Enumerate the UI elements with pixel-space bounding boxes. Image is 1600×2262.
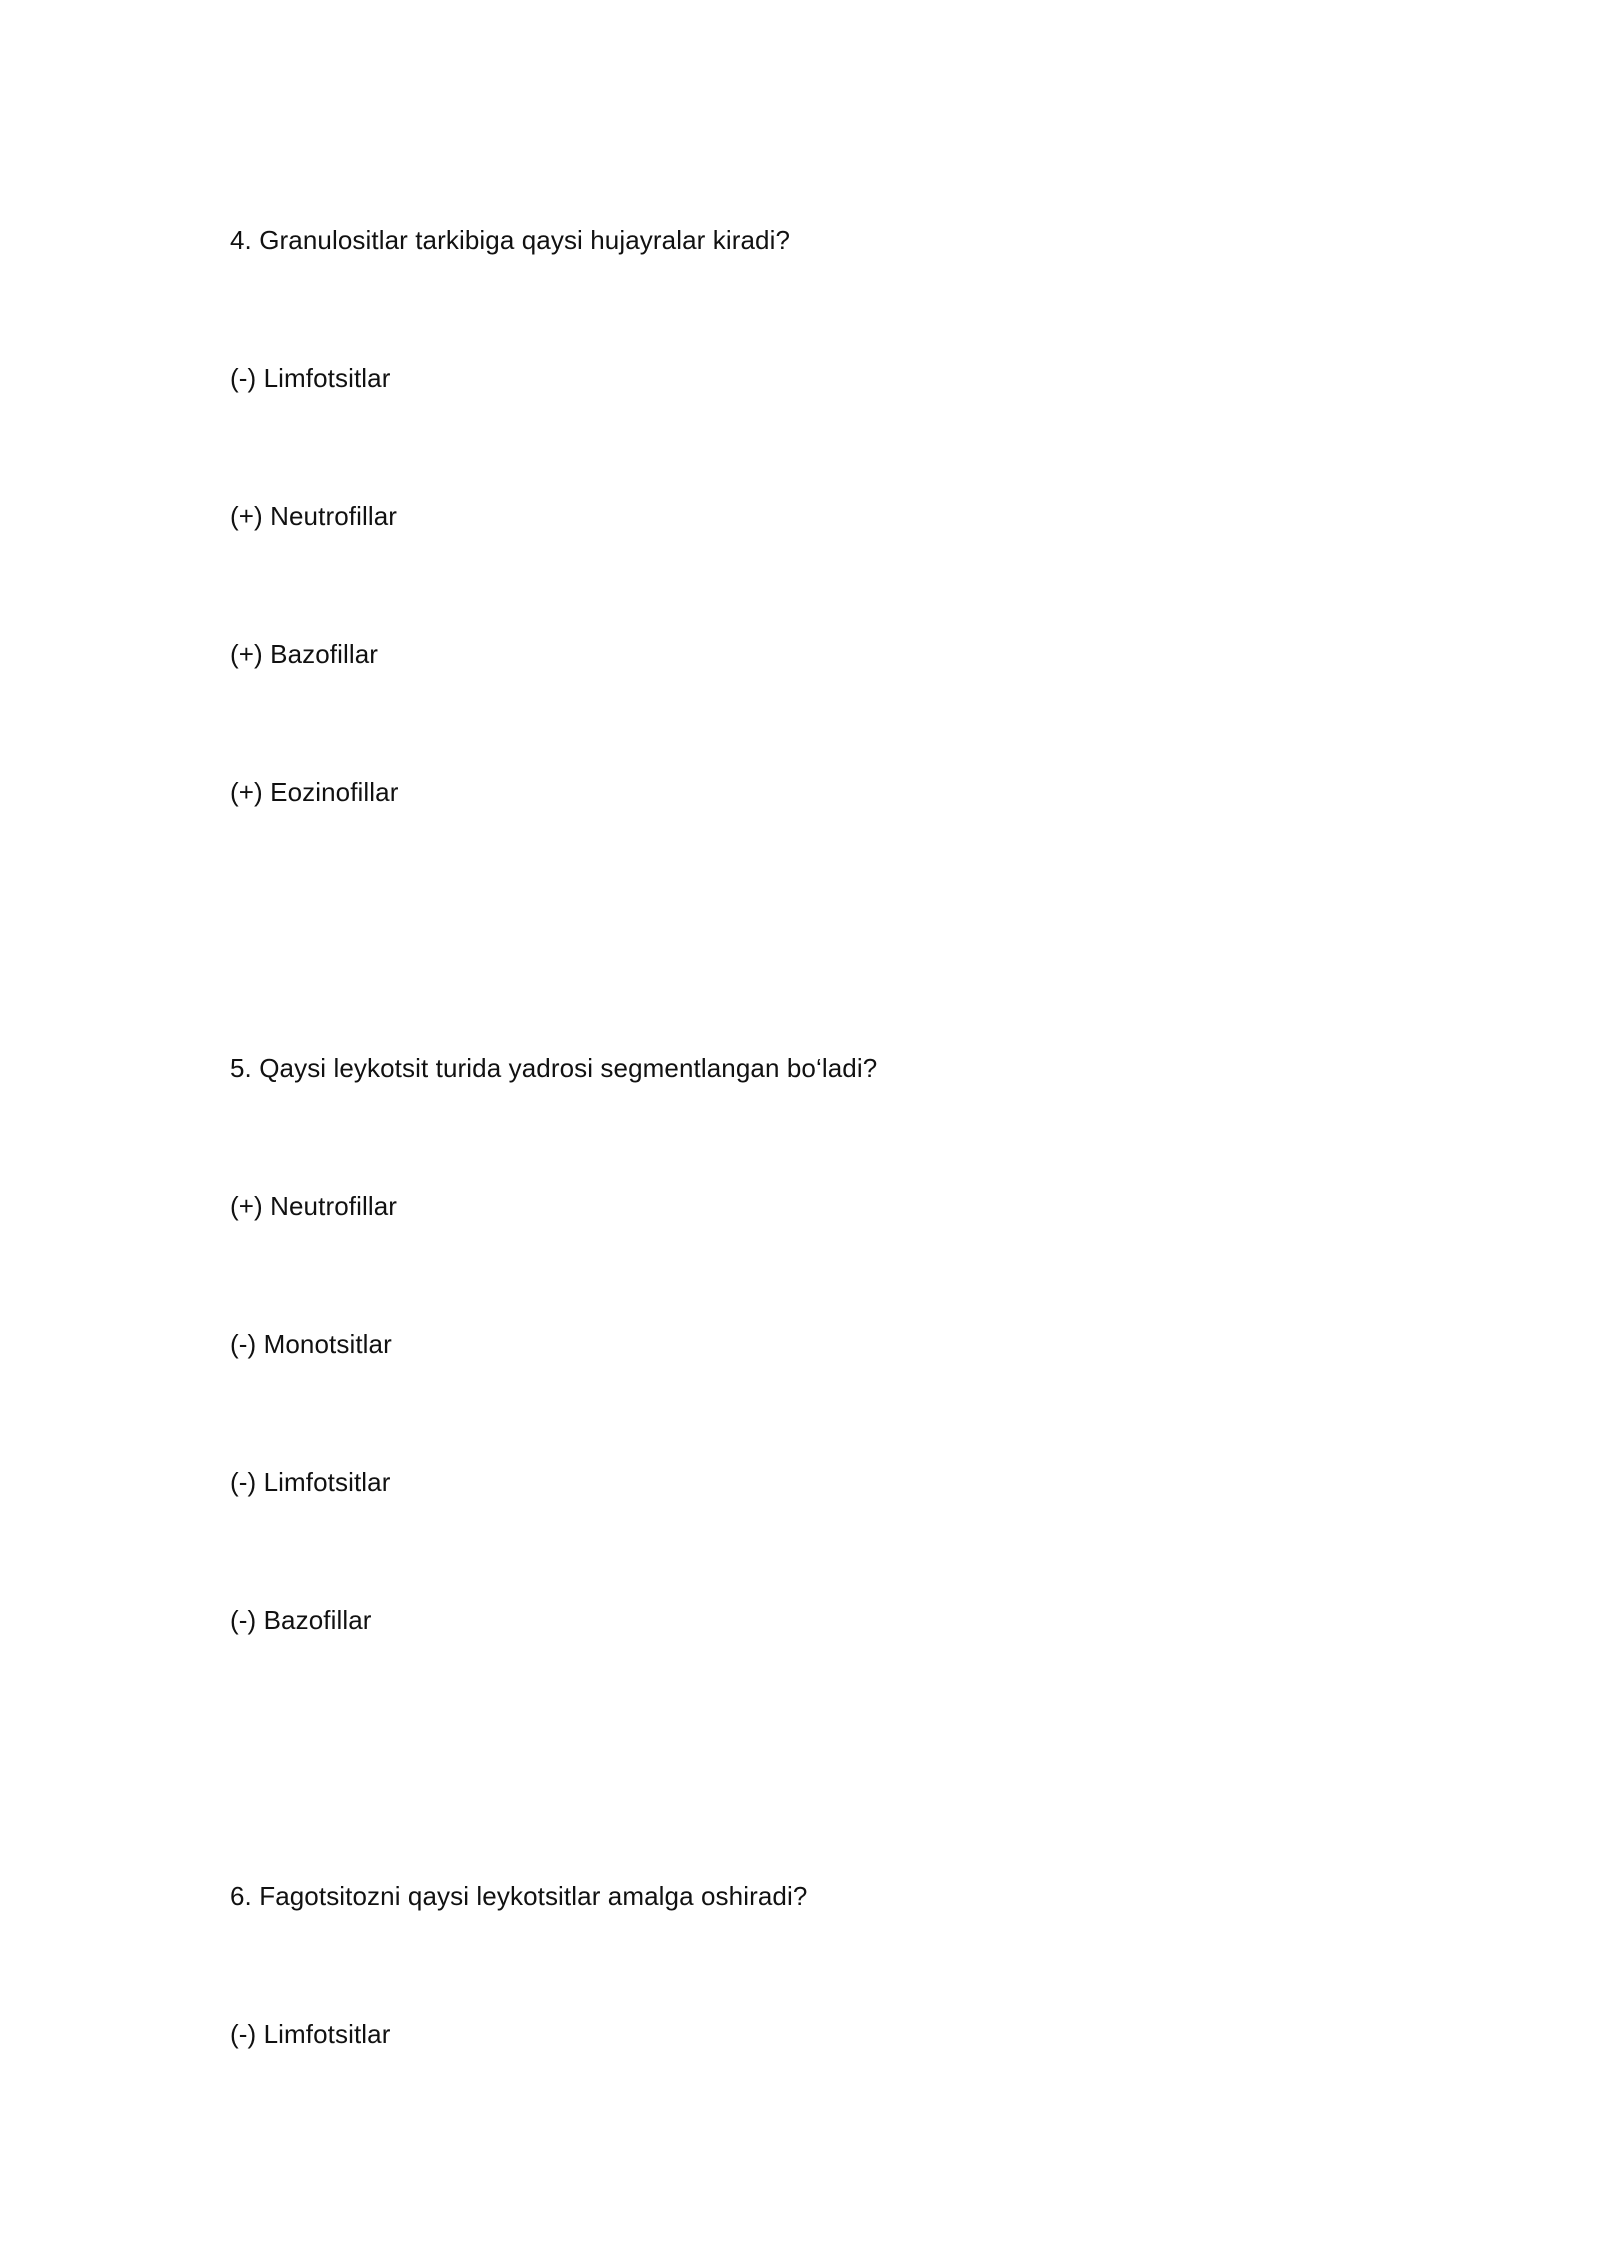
question-4-option-1: (-) Limfotsitlar <box>230 363 391 393</box>
question-4-option-3: (+) Bazofillar <box>230 639 379 669</box>
question-5-text: 5. Qaysi leykotsit turida yadrosi segmentlangan bo‘ladi? <box>230 1053 878 1083</box>
question-6-text: 6. Fagotsitozni qaysi leykotsitlar amalga oshiradi? <box>230 1881 808 1911</box>
question-5-option-2: (-) Monotsitlar <box>230 1329 392 1359</box>
question-5-option-4: (-) Bazofillar <box>230 1605 372 1635</box>
question-5-option-3: (-) Limfotsitlar <box>230 1467 391 1497</box>
question-6-option-1: (-) Limfotsitlar <box>230 2019 391 2049</box>
question-4-text: 4. Granulositlar tarkibiga qaysi hujayralar kiradi? <box>230 225 791 255</box>
question-4-option-4: (+) Eozinofillar <box>230 777 399 807</box>
question-4-option-2: (+) Neutrofillar <box>230 501 398 531</box>
question-5-option-1: (+) Neutrofillar <box>230 1191 398 1221</box>
